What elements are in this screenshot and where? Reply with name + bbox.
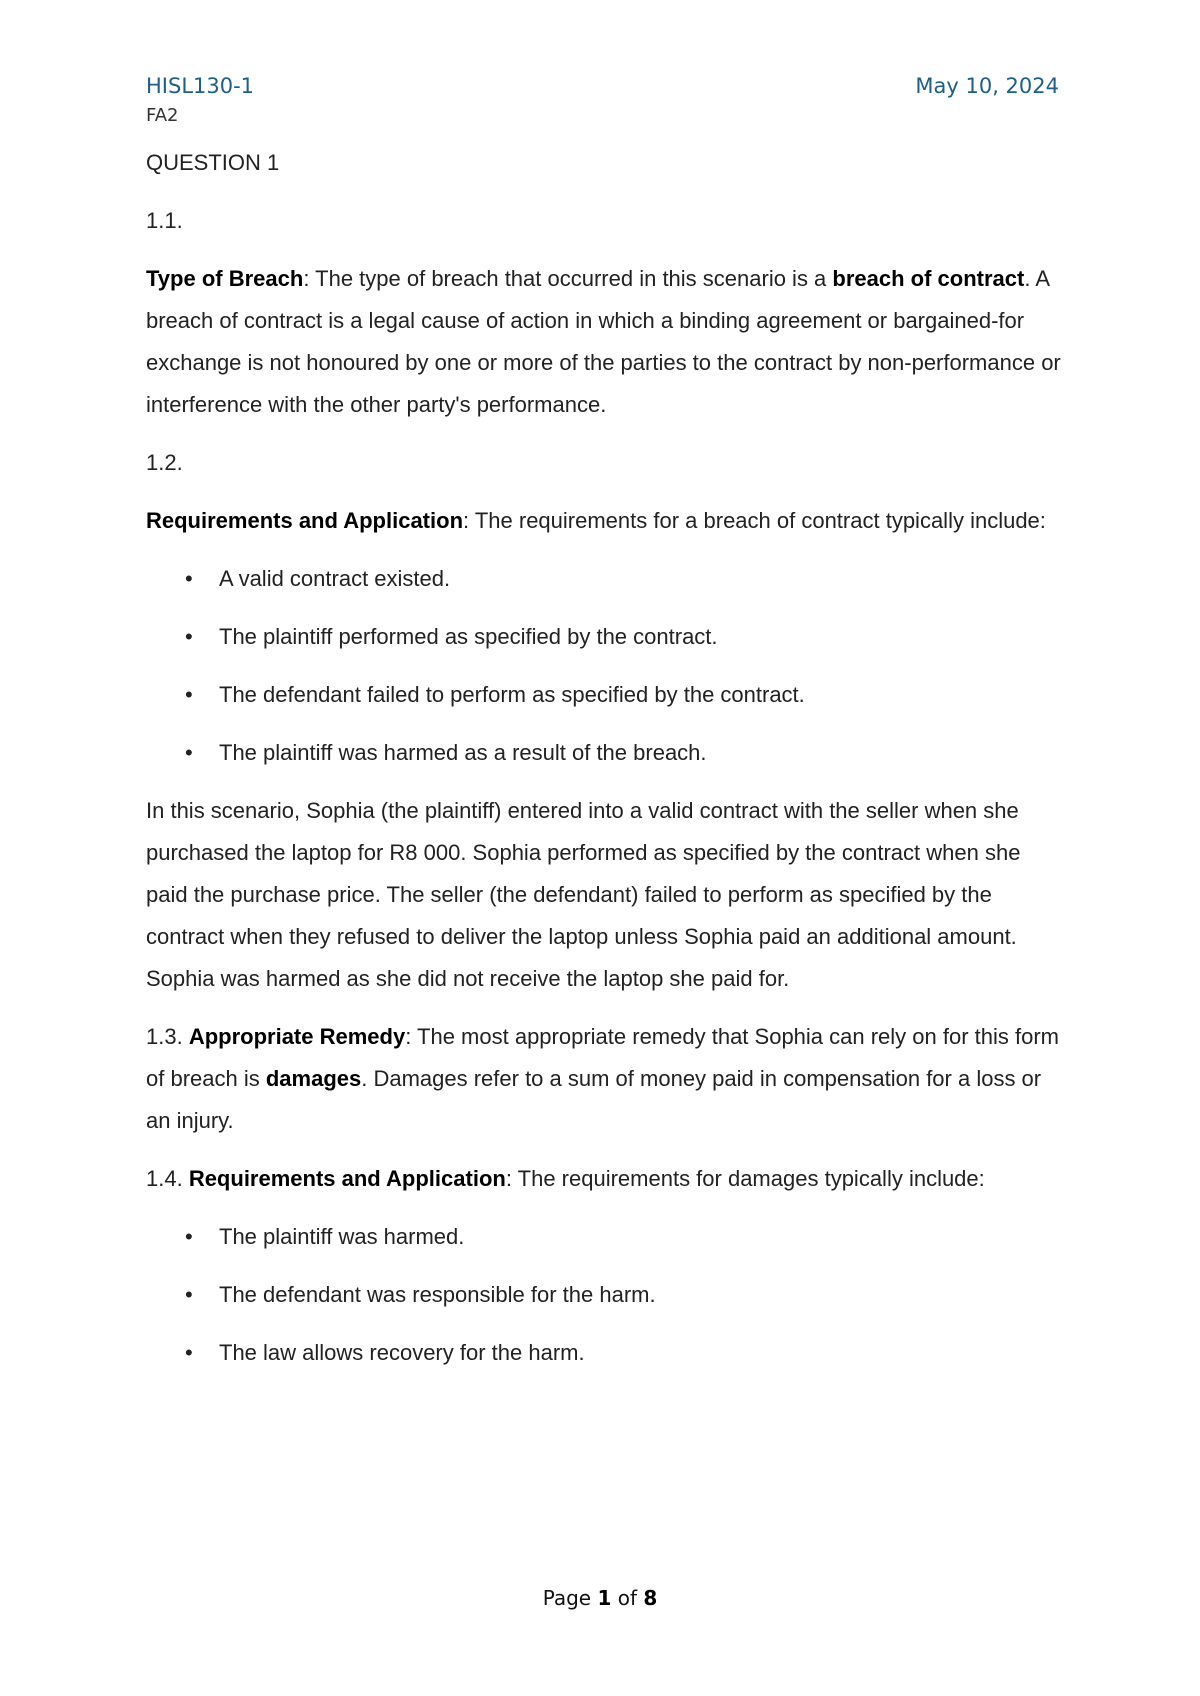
requirements-list-breach [146,558,1066,774]
list-item: • The plaintiff performed as specified by the contract. [219,616,1066,658]
requirements-list-damages [146,1216,1066,1374]
term-requirements-and-application: Requirements and Application [188,1166,506,1191]
section-label-1-3: 1.3. [146,1024,189,1049]
list-item: • The defendant was responsible for the harm. [219,1274,1066,1316]
page-of: of [611,1586,644,1610]
section-label-1-1: 1.1. [146,208,183,233]
bullet-icon: • [185,740,193,765]
section-label-1-4: 1.4. [146,1166,189,1191]
text-segment: : The requirements for a breach of contract typically include: [463,508,1046,533]
bullet-icon: • [185,566,193,591]
bullet-icon: • [185,1340,193,1365]
term-appropriate-remedy: Appropriate Remedy [188,1024,406,1049]
header-course-code: HISL130-1 [146,74,255,98]
document-body [146,142,1066,1390]
paragraph-application: In this scenario, Sophia (the plaintiff) entered into a valid contract with the seller when she purchased the laptop for R8 000. Sophia performed as specified by the contract when she paid the purchase price. The seller (the defendant) failed to perform as specified by the contract when they refused to deliver the laptop unless Sophia paid an additional amount. Sophia was harmed as she did not receive the laptop she paid for. [146,798,1021,991]
list-item: • The defendant failed to perform as specified by the contract. [219,674,1066,716]
paragraph-appropriate-remedy [146,1016,1066,1142]
page-total: 8 [643,1586,658,1610]
list-item: • The plaintiff was harmed as a result of the breach. [219,732,1066,774]
bullet-icon: • [185,1224,193,1249]
text-segment: : The most appropriate remedy that Sophia can rely on for this form of breach is [146,1024,1060,1091]
page-current: 1 [597,1586,612,1610]
bullet-icon: • [185,1282,193,1307]
header-assessment: FA2 [146,105,179,126]
paragraph-requirements-breach [146,500,1066,542]
page-footer [0,1586,1200,1610]
term-type-of-breach: Type of Breach [146,266,304,291]
text-segment: : The type of breach that occurred in this scenario is a [303,266,833,291]
paragraph-requirements-damages [146,1158,1066,1200]
emphasis-breach-of-contract: breach of contract [832,266,1025,291]
section-label-1-2: 1.2. [146,450,183,475]
term-requirements-and-application: Requirements and Application [146,508,464,533]
text-segment: . Damages refer to a sum of money paid in compensation for a loss or an injury. [146,1066,1042,1133]
header-date: May 10, 2024 [915,74,1059,98]
list-item: • The plaintiff was harmed. [219,1216,1066,1258]
list-item: • The law allows recovery for the harm. [219,1332,1066,1374]
page-word: Page [542,1586,598,1610]
text-segment: : The requirements for damages typically include: [505,1166,985,1191]
emphasis-damages: damages [265,1066,362,1091]
question-heading: QUESTION 1 [146,150,280,175]
list-item: • A valid contract existed. [219,558,1066,600]
paragraph-type-of-breach [146,258,1066,426]
text-segment: . A breach of contract is a legal cause of action in which a binding agreement or bargained-for exchange is not honoured by one or more of the parties to the contract by non-performance or interference with the other party's performance. [146,266,1061,417]
bullet-icon: • [185,624,193,649]
bullet-icon: • [185,682,193,707]
